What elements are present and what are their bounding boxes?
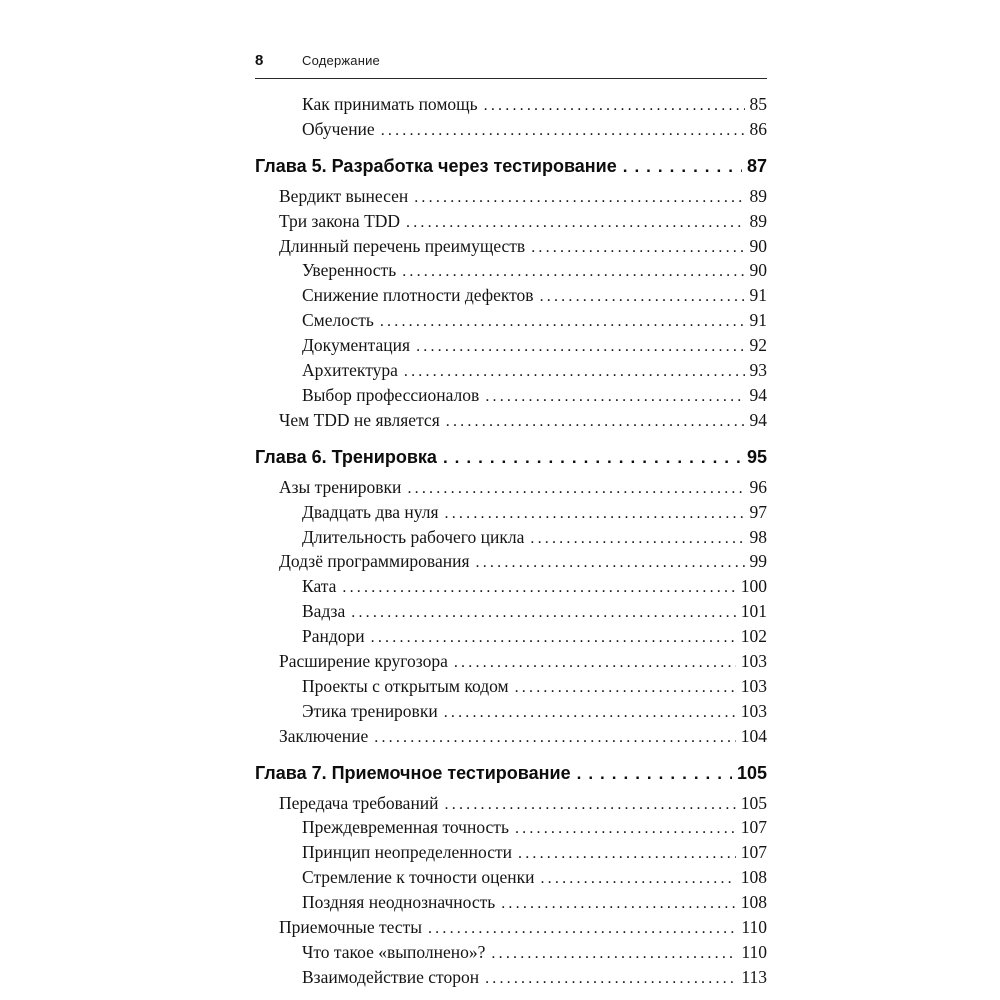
dot-leader xyxy=(534,284,745,309)
dot-leader xyxy=(512,841,736,866)
toc-page-number: 104 xyxy=(740,725,767,746)
toc-entry-label: Расширение кругозора xyxy=(279,651,448,672)
toc-entry-label: Как принимать помощь xyxy=(302,94,478,114)
dot-leader xyxy=(422,916,736,941)
toc-chapter-title: Глава 7. Приемочное тестирование xyxy=(255,762,571,783)
toc-entry-row xyxy=(255,625,767,650)
toc-entry-label: Этика тренировки xyxy=(302,700,438,721)
dot-leader xyxy=(479,966,736,991)
toc-entry-row xyxy=(255,93,767,118)
page-content xyxy=(255,52,767,991)
toc-entry-label: Додзё программирования xyxy=(279,551,470,572)
table-of-contents xyxy=(255,93,767,991)
toc-page-number: 95 xyxy=(746,446,767,467)
dot-leader xyxy=(439,501,745,526)
toc-entry-row xyxy=(255,891,767,916)
toc-page-number: 107 xyxy=(740,817,767,838)
toc-entry-row xyxy=(255,359,767,384)
toc-entry-label: Принцип неопределенности xyxy=(302,842,512,863)
toc-entry-row xyxy=(255,526,767,551)
toc-entry-label: Заключение xyxy=(279,725,369,746)
toc-page-number: 94 xyxy=(749,409,767,430)
toc-page-number: 107 xyxy=(740,842,767,863)
toc-entry-label: Длинный перечень преимуществ xyxy=(279,235,526,256)
toc-page-number: 110 xyxy=(741,942,767,962)
toc-entry-label: Двадцать два нуля xyxy=(302,501,439,522)
toc-page-number: 108 xyxy=(740,867,767,888)
toc-entry-row xyxy=(255,259,767,284)
dot-leader xyxy=(448,650,736,675)
dot-leader xyxy=(408,185,744,210)
toc-page-number: 87 xyxy=(746,155,767,176)
toc-entry-label: Обучение xyxy=(302,118,375,139)
page-number: 8 xyxy=(255,52,264,69)
dot-leader xyxy=(396,259,744,284)
toc-entry-row xyxy=(255,384,767,409)
toc-entry-row xyxy=(255,816,767,841)
toc-entry-row xyxy=(255,334,767,359)
dot-leader xyxy=(479,384,744,409)
dot-leader xyxy=(336,575,735,600)
toc-page-number: 100 xyxy=(740,576,767,597)
toc-entry-row xyxy=(255,725,767,750)
dot-leader xyxy=(400,210,744,235)
toc-chapter-row xyxy=(255,155,767,179)
dot-leader xyxy=(534,866,735,891)
toc-entry-row xyxy=(255,600,767,625)
toc-entry-row xyxy=(255,284,767,309)
toc-entry-label: Поздняя неоднозначность xyxy=(302,892,496,913)
toc-chapter-row xyxy=(255,762,767,786)
toc-entry-row xyxy=(255,550,767,575)
toc-entry-row xyxy=(255,309,767,334)
toc-page-number: 113 xyxy=(741,966,767,987)
toc-chapter-title: Глава 5. Разработка через тестирование xyxy=(255,155,617,176)
dot-leader xyxy=(470,550,745,575)
toc-chapter-row xyxy=(255,446,767,470)
dot-leader xyxy=(617,155,742,179)
toc-page-number: 103 xyxy=(740,700,767,721)
toc-entry-row xyxy=(255,575,767,600)
toc-entry-row xyxy=(255,792,767,817)
toc-page-number: 91 xyxy=(749,285,767,306)
toc-entry-label: Документация xyxy=(302,335,411,356)
toc-entry-label: Ката xyxy=(302,576,337,597)
toc-page-number: 89 xyxy=(749,210,767,231)
dot-leader xyxy=(374,309,745,334)
toc-entry-row xyxy=(255,650,767,675)
toc-page-number: 103 xyxy=(740,651,767,672)
toc-entry-row xyxy=(255,866,767,891)
toc-entry-label: Преждевременная точность xyxy=(302,817,509,838)
toc-page-number: 96 xyxy=(749,476,767,497)
toc-page-number: 93 xyxy=(749,360,767,381)
toc-entry-label: Передача требований xyxy=(279,792,439,813)
toc-entry-label: Уверенность xyxy=(302,260,397,281)
toc-page-number: 105 xyxy=(736,762,767,783)
running-head-title: Содержание xyxy=(302,53,380,68)
dot-leader xyxy=(345,600,736,625)
dot-leader xyxy=(398,359,745,384)
toc-entry-row xyxy=(255,235,767,260)
page-header xyxy=(255,52,767,79)
dot-leader xyxy=(571,762,732,786)
toc-entry-label: Архитектура xyxy=(302,360,398,381)
toc-entry-label: Вердикт вынесен xyxy=(279,185,409,206)
toc-entry-label: Снижение плотности дефектов xyxy=(302,285,534,306)
toc-entry-row xyxy=(255,210,767,235)
toc-page-number: 108 xyxy=(740,892,767,913)
toc-page-number: 110 xyxy=(741,917,767,938)
dot-leader xyxy=(410,334,744,359)
toc-entry-row xyxy=(255,841,767,866)
dot-leader xyxy=(478,93,745,118)
toc-entry-label: Выбор профессионалов xyxy=(302,384,480,405)
toc-entry-row xyxy=(255,700,767,725)
toc-entry-label: Длительность рабочего цикла xyxy=(302,526,525,547)
toc-entry-label: Что такое «выполнено»? xyxy=(302,942,486,962)
toc-page-number: 105 xyxy=(740,792,767,813)
toc-page-number: 89 xyxy=(749,185,767,206)
dot-leader xyxy=(375,118,745,143)
toc-page-number: 92 xyxy=(749,335,767,356)
toc-page-number: 101 xyxy=(740,601,767,622)
toc-page-number: 98 xyxy=(749,526,767,547)
dot-leader xyxy=(525,235,744,260)
toc-page-number: 85 xyxy=(749,94,767,114)
dot-leader xyxy=(440,409,745,434)
toc-entry-label: Смелость xyxy=(302,310,374,331)
toc-entry-label: Взаимодействие сторон xyxy=(302,966,480,987)
toc-entry-row xyxy=(255,941,767,966)
toc-page-number: 102 xyxy=(740,626,767,647)
dot-leader xyxy=(439,792,736,817)
toc-entry-row xyxy=(255,476,767,501)
toc-entry-row xyxy=(255,916,767,941)
toc-entry-row xyxy=(255,966,767,991)
toc-page-number: 94 xyxy=(749,384,767,405)
dot-leader xyxy=(401,476,744,501)
toc-page-number: 90 xyxy=(749,260,767,281)
dot-leader xyxy=(509,675,736,700)
toc-page-number: 103 xyxy=(740,675,767,696)
toc-entry-row xyxy=(255,409,767,434)
toc-entry-label: Чем TDD не является xyxy=(279,409,440,430)
toc-entry-row xyxy=(255,501,767,526)
toc-page-number: 99 xyxy=(749,551,767,572)
dot-leader xyxy=(524,526,744,551)
toc-entry-row xyxy=(255,185,767,210)
toc-entry-label: Проекты с открытым кодом xyxy=(302,675,509,696)
dot-leader xyxy=(438,700,736,725)
toc-entry-label: Вадза xyxy=(302,601,346,622)
dot-leader xyxy=(368,725,736,750)
toc-entry-row xyxy=(255,118,767,143)
dot-leader xyxy=(485,941,736,966)
dot-leader xyxy=(365,625,736,650)
toc-chapter-title: Глава 6. Тренировка xyxy=(255,446,437,467)
toc-page-number: 91 xyxy=(749,310,767,331)
toc-entry-row xyxy=(255,675,767,700)
toc-entry-label: Три закона TDD xyxy=(279,210,401,231)
toc-entry-label: Рандори xyxy=(302,626,365,647)
dot-leader xyxy=(495,891,736,916)
toc-page-number: 90 xyxy=(749,235,767,256)
toc-page-number: 86 xyxy=(749,118,767,139)
dot-leader xyxy=(437,446,742,470)
dot-leader xyxy=(509,816,736,841)
toc-entry-label: Стремление к точности оценки xyxy=(302,867,535,888)
toc-entry-label: Приемочные тесты xyxy=(279,917,422,938)
toc-entry-label: Азы тренировки xyxy=(279,476,402,497)
toc-page-number: 97 xyxy=(749,501,767,522)
